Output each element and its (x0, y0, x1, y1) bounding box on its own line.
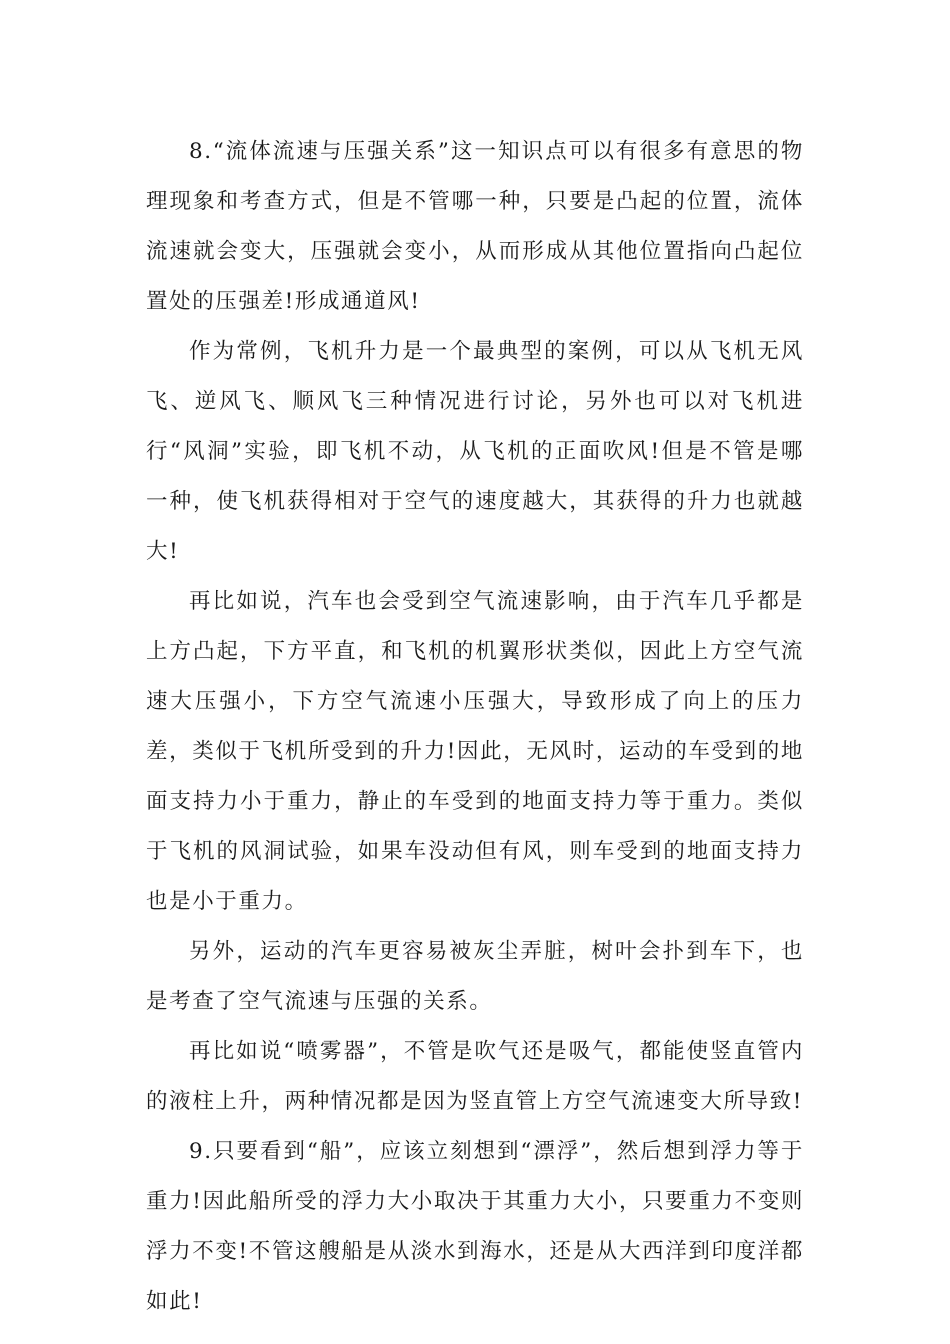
document-body (146, 127, 804, 1327)
paragraph-car-airflow: 再比如说，汽车也会受到空气流速影响，由于汽车几乎都是上方凸起，下方平直，和飞机的机翼形状类似，因此上方空气流速大压强小，下方空气流速小压强大，导致形成了向上的压力差，类似于飞机所受到的升力!因此，无风时，运动的车受到的地面支持力小于重力，静止的车受到的地面支持力等于重力。类似于飞机的风洞试验，如果车没动但有风，则车受到的地面支持力也是小于重力。 (146, 589, 804, 914)
paragraph-ship-buoyancy: 9.只要看到“船”，应该立刻想到“漂浮”，然后想到浮力等于重力!因此船所受的浮力大小取决于其重力大小，只要重力不变则浮力不变!不管这艘船是从淡水到海水，还是从大西洋到印度洋都如此! (146, 1139, 804, 1314)
paragraph-sprayer: 再比如说“喷雾器”，不管是吹气还是吸气，都能使竖直管内的液柱上升，两种情况都是因为竖直管上方空气流速变大所导致! (146, 1039, 804, 1114)
paragraph-fluid-pressure: 8.“流体流速与压强关系”这一知识点可以有很多有意思的物理现象和考查方式，但是不管哪一种，只要是凸起的位置，流体流速就会变大，压强就会变小，从而形成从其他位置指向凸起位置处的压强差!形成通道风! (146, 139, 804, 314)
paragraph-airplane-lift: 作为常例，飞机升力是一个最典型的案例，可以从飞机无风飞、逆风飞、顺风飞三种情况进行讨论，另外也可以对飞机进行“风洞”实验，即飞机不动，从飞机的正面吹风!但是不管是哪一种，使飞机获得相对于空气的速度越大，其获得的升力也就越大! (146, 339, 804, 564)
paragraph-car-dust: 另外，运动的汽车更容易被灰尘弄脏，树叶会扑到车下，也是考查了空气流速与压强的关系。 (146, 939, 804, 1014)
